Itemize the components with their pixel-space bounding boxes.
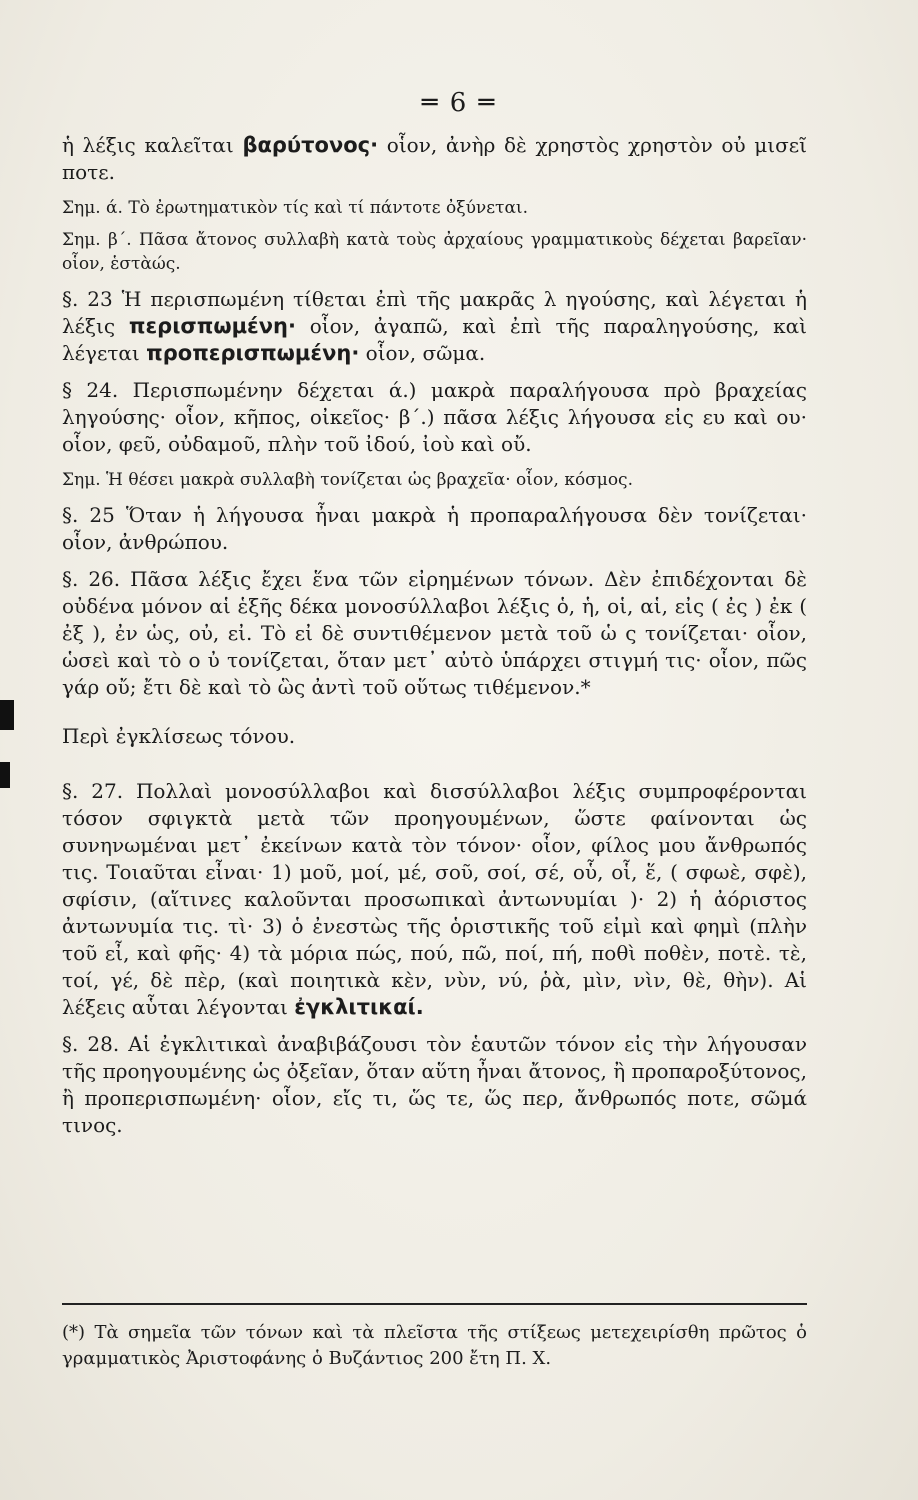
page-number: ═ 6 ═ bbox=[421, 88, 497, 118]
footnote-rule bbox=[62, 1303, 807, 1305]
binding-shadow-mark bbox=[0, 762, 10, 788]
paragraph-24: § 24. Περισπωμένην δέχεται ά.) μακρὰ παραλήγουσα πρὸ βραχείας ληγούσης· οἷον, κῆπος, οἰκεῖος· β΄.) πᾶσα λέξις λήγουσα εἰς ευ καὶ ου· οἷον, φεῦ, οὐδαμοῦ, πλὴν τοῦ ἰδού, ἰοὺ καὶ οὔ. bbox=[62, 378, 807, 456]
paragraph-26: §. 26. Πᾶσα λέξις ἔχει ἕνα τῶν εἰρημένων τόνων. Δὲν ἐπιδέχονται δὲ οὐδένα μόνον αἱ ἑξῆς δέκα μονοσύλλαβοι λέξις ὁ, ἡ, οἱ, αἱ, εἰς ( ἐς ) ἐκ ( ἐξ ), ἐν ὡς, οὐ, εἰ. Τὸ εἰ δὲ συντιθέμενον μετὰ τοῦ ὡ ς τονίζεται· οἷον, ὡσεὶ καὶ τὸ ο ὐ τονίζεται, ὅταν μετ᾽ αὐτὸ ὑπάρχει στιγμή τις· οἷον, πῶς γάρ οὔ; ἔτι δὲ καὶ τὸ ὣς ἀντὶ τοῦ οὕτως τιθέμενον.* bbox=[62, 567, 807, 699]
paragraph-27: §. 27. Πολλαὶ μονοσύλλαβοι καὶ δισσύλλαβοι λέξις συμπροφέρονται τόσον σφιγκτὰ μετὰ τῶν προηγουμένων, ὥστε φαίνονται ὡς συνηνωμέναι μετ᾽ ἐκείνων κατὰ τὸν τόνον· οἷον, φίλος μου ἄνθρωπός τις. Τοιαῦται εἶναι· 1) μοῦ, μοί, μέ, σοῦ, σοί, σέ, οὗ, οἷ, ἕ, ( σφωὲ, σφὲ), σφίσιν, (αἵτινες καλοῦνται προσωπικαὶ ἀντωνυμίαι )· 2) ἡ ἀόριστος ἀντωνυμία τις. τὶ· 3) ὁ ἐνεστὼς τῆς ὁριστικῆς τοῦ εἰμὶ καὶ φημὶ (πλὴν τοῦ εἶ, καὶ φῆς· 4) τὰ μόρια πώς, πού, πῶ, ποί, πή, ποθὶ ποθὲν, ποτὲ. τὲ, τοί, γέ, δὲ πὲρ, (καὶ ποιητικὰ κὲν, νὺν, νύ, ῥὰ, μὶν, νὶν, θὲ, θὴν). Αἱ λέξεις αὗται λέγονται ἐγκλιτικαί. bbox=[62, 779, 807, 1019]
paragraph-28: §. 28. Αἱ ἐγκλιτικαὶ ἀναβιβάζουσι τὸν ἑαυτῶν τόνον εἰς τὴν λήγουσαν τῆς προηγουμένης ὡς ὀξεῖαν, ὅταν αὕτη ἦναι ἄτονος, ἢ προπαροξύτονος, ἢ προπερισπωμένη· οἷον, εἴς τι, ὥς τε, ὥς περ, ἄνθρωπός ποτε, σῶμά τινος. bbox=[62, 1032, 807, 1137]
paragraph-25: §. 25 Ὅταν ἡ λήγουσα ἦναι μακρὰ ἡ προπαραλήγουσα δὲν τονίζεται· οἷον, ἀνθρώπου. bbox=[62, 503, 807, 554]
term-perispomeni: περισπωμένη· bbox=[128, 314, 296, 338]
term-barytonos: βαρύτονος· bbox=[242, 133, 379, 157]
note-2: Σημ. β΄. Πᾶσα ἄτονος συλλαβὴ κατὰ τοὺς ἀρχαίους γραμματικοὺς δέχεται βαρεῖαν· οἷον, ἑστὰώς. bbox=[62, 230, 807, 274]
footnote: (*) Τὰ σημεῖα τῶν τόνων καὶ τὰ πλεῖστα τῆς στίξεως μετεχειρίσθη πρῶτος ὁ γραμματικὸς Ἀριστοφάνης ὁ Βυζάντιος 200 ἔτη Π. Χ. bbox=[62, 1322, 807, 1369]
note-1: Σημ. ά. Τὸ ἐρωτηματικὸν τίς καὶ τί πάντοτε ὀξύνεται. bbox=[62, 198, 529, 218]
binding-shadow-mark bbox=[0, 700, 14, 730]
page-body bbox=[62, 132, 807, 1149]
term-enklitikai: ἐγκλιτικαί. bbox=[294, 995, 424, 1019]
note-3: Σημ. Ἡ θέσει μακρὰ συλλαβὴ τονίζεται ὡς βραχεῖα· οἷον, κόσμος. bbox=[62, 470, 633, 490]
section-heading: Περὶ ἐγκλίσεως τόνου. bbox=[62, 724, 296, 748]
paragraph-intro: ἡ λέξις καλεῖται βαρύτονος· οἷον, ἀνὴρ δὲ χρηστὸς χρηστὸν οὐ μισεῖ ποτε. bbox=[62, 133, 808, 184]
term-properispomeni: προπερισπωμένη· bbox=[146, 341, 360, 365]
paragraph-23: §. 23 Ἡ περισπωμένη τίθεται ἐπὶ τῆς μακρᾶς λ ηγούσης, καὶ λέγεται ἡ λέξις περισπωμένη· οἷον, ἀγαπῶ, καὶ ἐπὶ τῆς παραληγούσης, καὶ λέγεται προπερισπωμένη· οἷον, σῶμα. bbox=[62, 287, 808, 365]
